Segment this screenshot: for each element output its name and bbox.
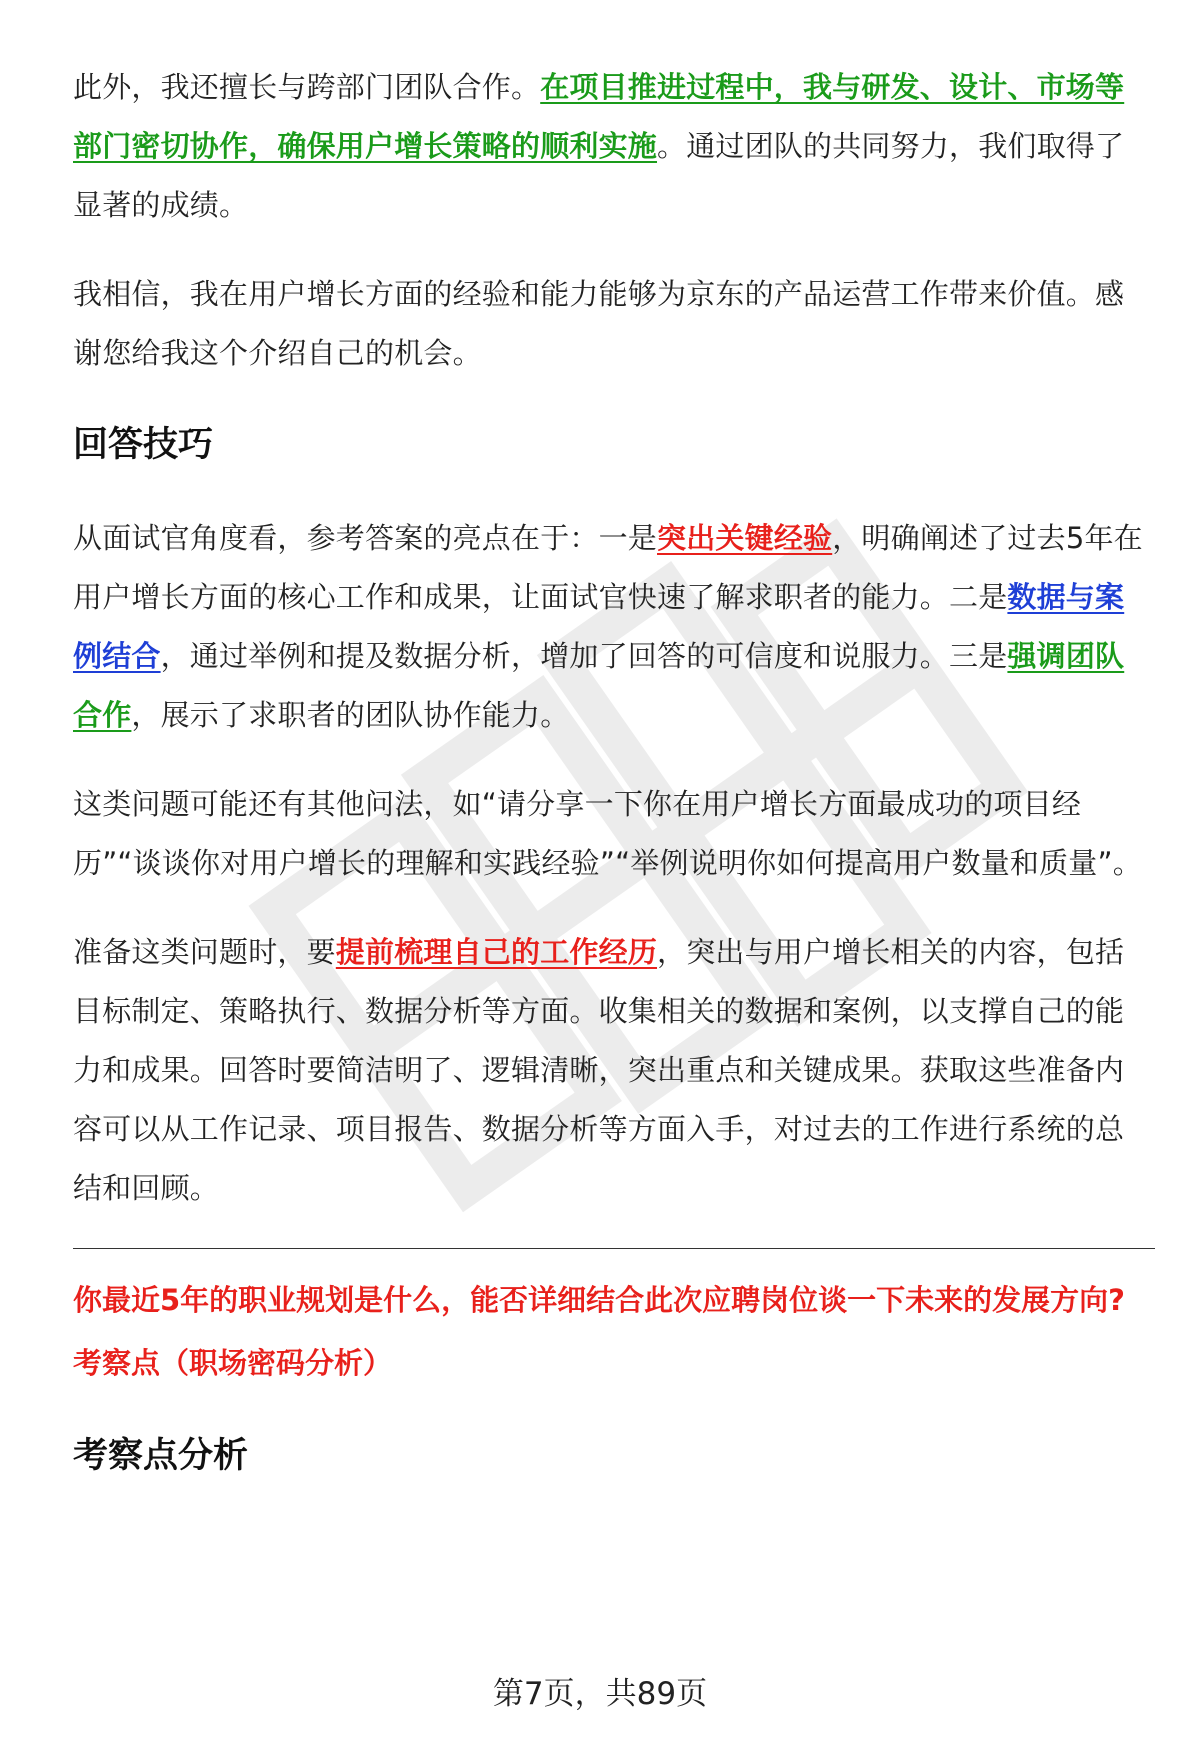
text-span: 从面试官角度看，参考答案的亮点在于：一是 [73, 521, 658, 555]
text-span: 此外，我还擅长与跨部门团队合作。 [73, 70, 541, 104]
section-heading-answer-tips: 回答技巧 [73, 425, 214, 465]
interview-question: 你最近5年的职业规划是什么，能否详细结合此次应聘岗位谈一下未来的发展方向? [73, 1283, 1126, 1317]
highlight-red: 提前梳理自己的工作经历 [335, 935, 658, 969]
text-span: 。通过团队的共同努力，我们取得了显著的成绩。 [73, 129, 1125, 222]
paragraph-highlights [73, 509, 1145, 745]
paragraph-teamwork [73, 58, 1145, 235]
highlight-green: 强调团队合作 [73, 639, 1125, 732]
content-area [73, 58, 1145, 1520]
text-span: 准备这类问题时，要 [73, 935, 336, 969]
highlight-red: 突出关键经验 [657, 521, 833, 555]
text-span: ，明确阐述了过去5年在用户增长方面的核心工作和成果，让面试官快速了解求职者的能力。二是 [73, 521, 1143, 614]
highlight-blue: 数据与案例结合 [73, 580, 1125, 673]
text-span: ，通过举例和提及数据分析，增加了回答的可信度和说服力。三是 [160, 639, 1008, 673]
assessment-label: 考察点（职场密码分析） [73, 1346, 393, 1380]
section-heading-analysis: 考察点分析 [73, 1436, 249, 1476]
page-number-footer: 第7页，共89页 [492, 1676, 708, 1712]
paragraph-closing: 我相信，我在用户增长方面的经验和能力能够为京东的产品运营工作带来价值。感谢您给我这个介绍自己的机会。 [73, 277, 1125, 370]
text-span: ，突出与用户增长相关的内容，包括目标制定、策略执行、数据分析等方面。收集相关的数据和案例，以支撑自己的能力和成果。回答时要简洁明了、逻辑清晰，突出重点和关键成果。获取这些准备内容可以从工作记录、项目报告、数据分析等方面入手，对过去的工作进行系统的总结和回顾。 [73, 935, 1125, 1205]
text-span: ，展示了求职者的团队协作能力。 [131, 698, 570, 732]
paragraph-preparation [73, 923, 1145, 1218]
highlight-green: 在项目推进过程中，我与研发、设计、市场等部门密切协作，确保用户增长策略的顺利实施 [73, 70, 1125, 163]
divider [73, 1248, 1155, 1249]
paragraph-alternatives: 这类问题可能还有其他问法，如“请分享一下你在用户增长方面最成功的项目经历”“谈谈你对用户增长的理解和实践经验”“举例说明你如何提高用户数量和质量”。 [73, 787, 1142, 880]
